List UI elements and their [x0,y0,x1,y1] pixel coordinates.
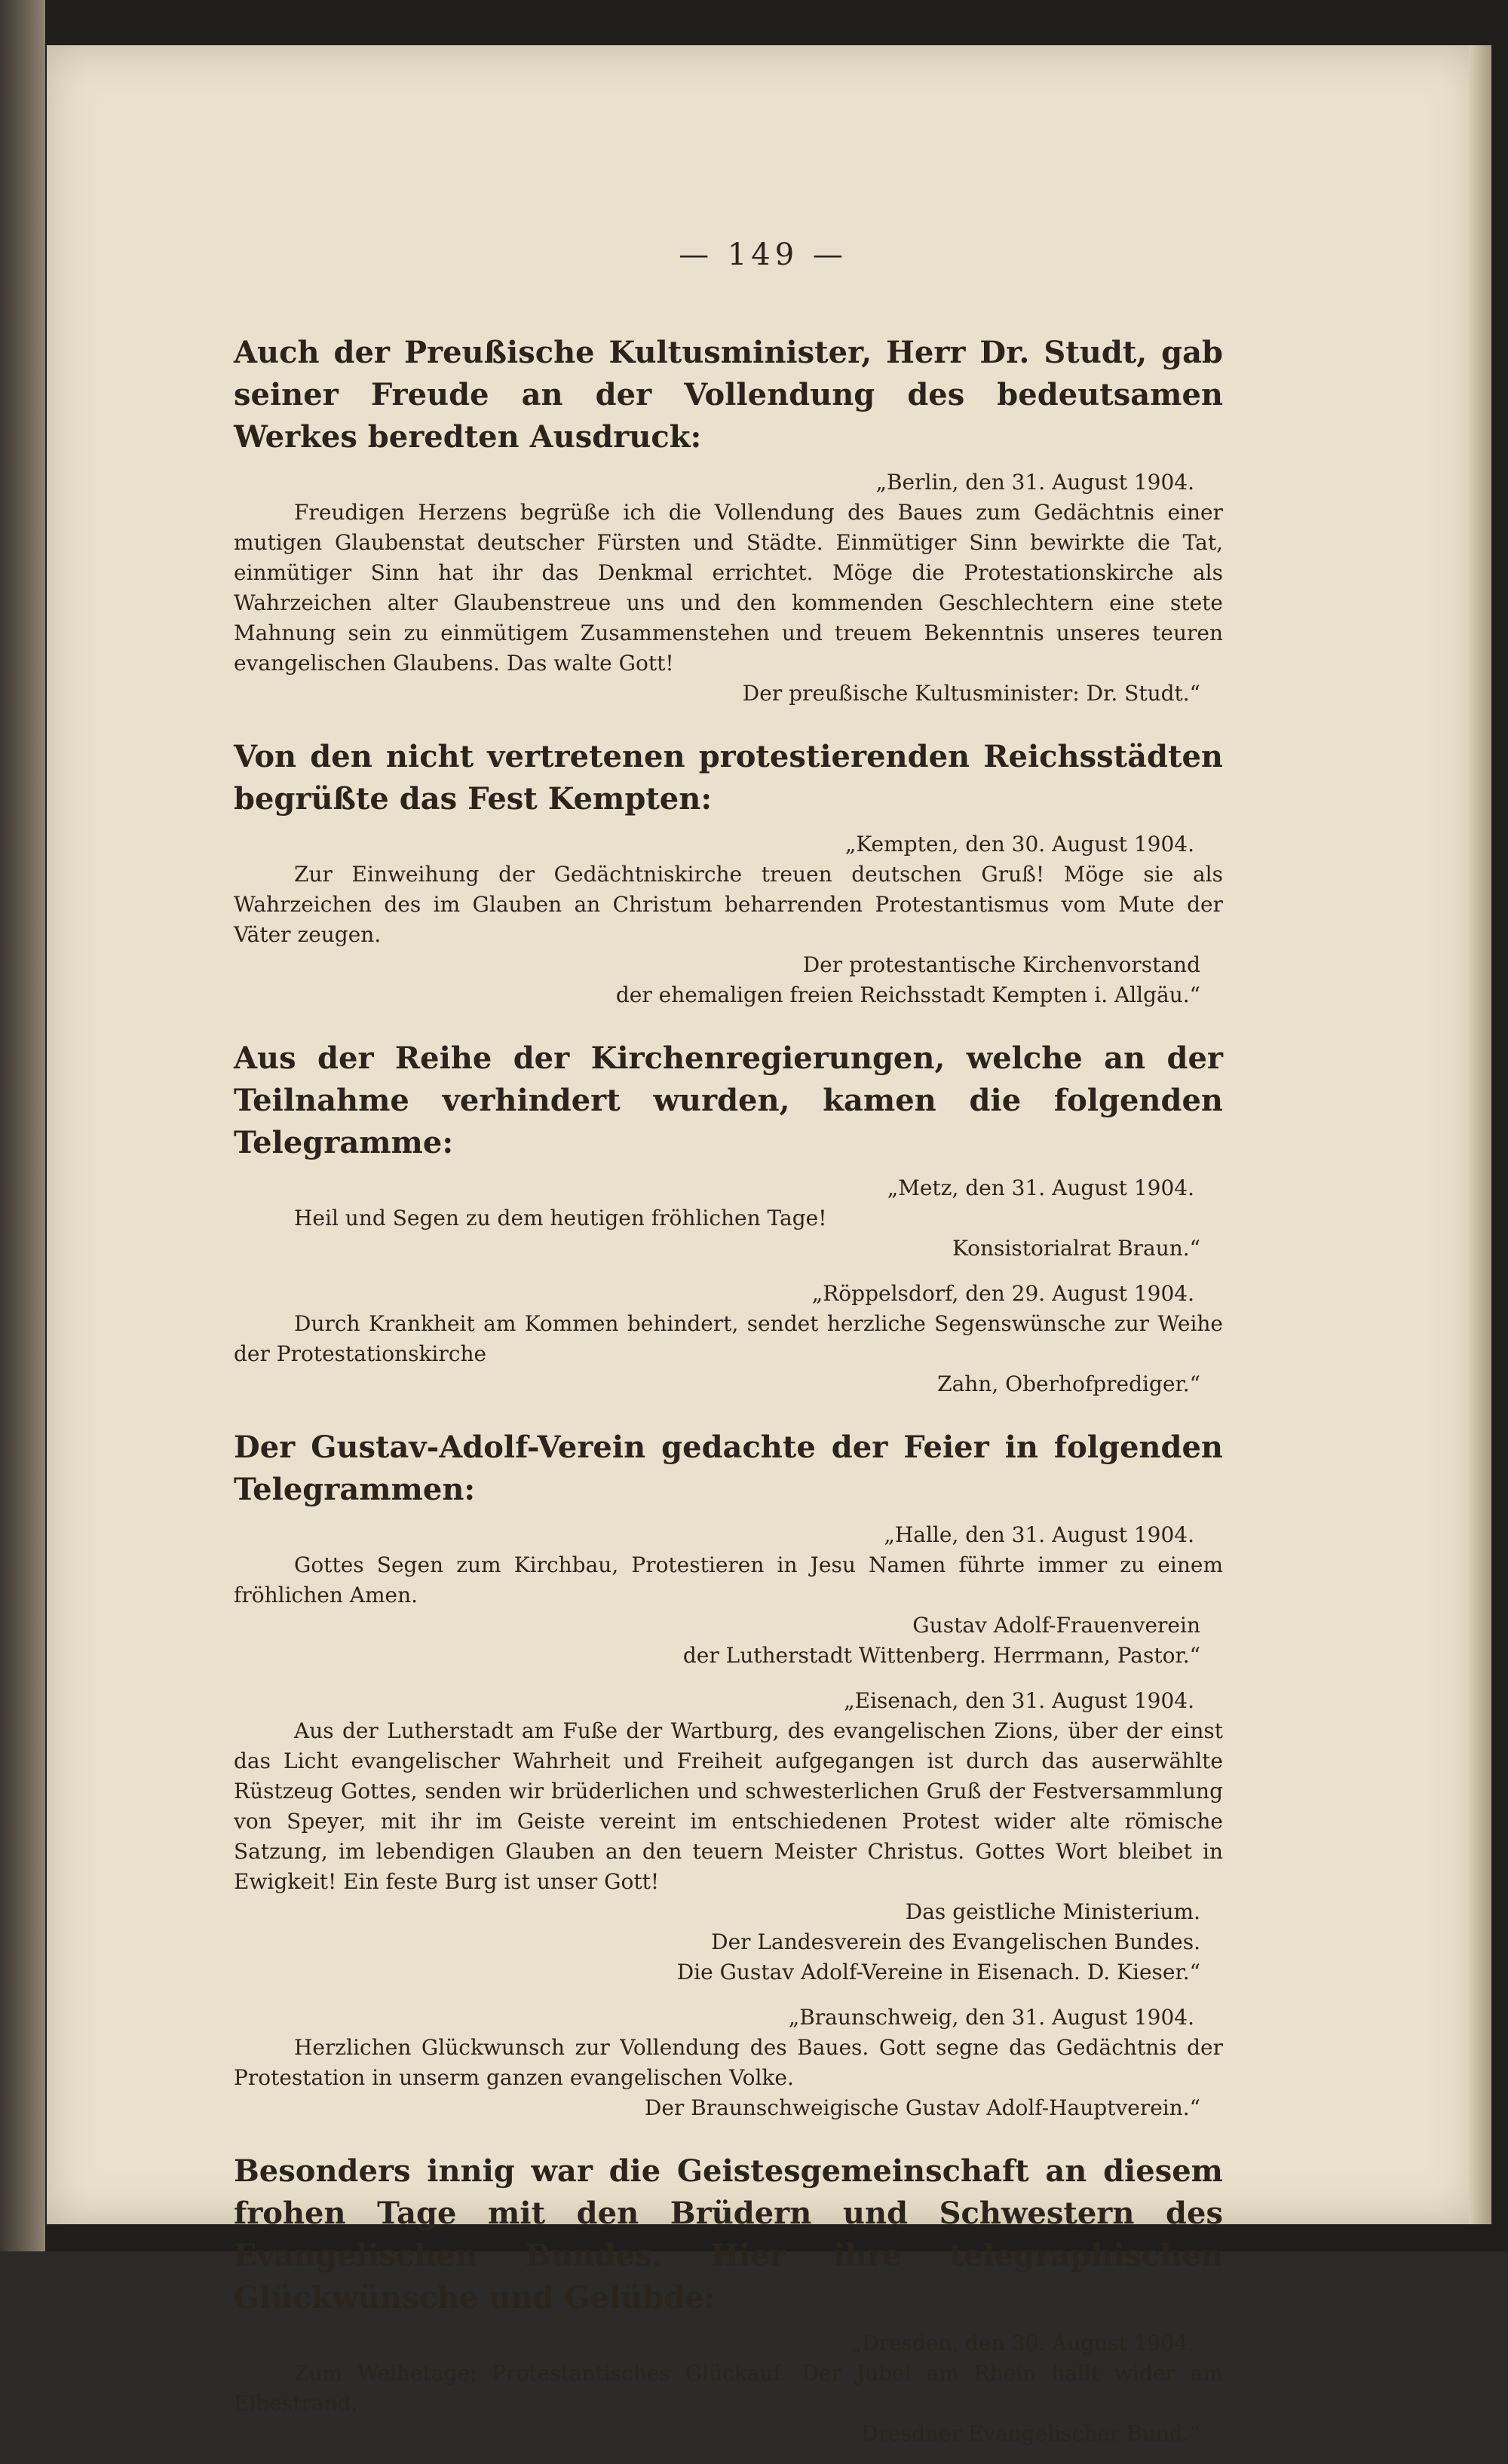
facing-page-edge [0,0,45,2251]
signature: Die Gustav Adolf-Vereine in Eisenach. D. Kieser.“ [676,1960,1200,1984]
signature: Dresdner Evangelischer Bund.“ [861,2421,1200,2446]
section-heading: Besonders innig war die Geistesgemeinschaft an diesem frohen Tage mit den Brüdern und Schwestern des Evangelischen Bundes. Hier ihre telegraphischen Glückwünsche und Gelübde: [234,2153,1223,2315]
section-heading: Der Gustav-Adolf-Verein gedachte der Feier in folgenden Telegrammen: [234,1430,1223,1507]
telegram [234,829,1223,1010]
telegram-body: Aus der Lutherstadt am Fuße der Wartburg, des evangelischen Zions, über der einst das Licht evangelischer Wahrheit und Freiheit aufgegangen ist durch das auserwählte Rüstzeug Gottes, senden wir brüderlichen und schwesterlichen Gruß der Festversammlung von Speyer, mit ihr im Geiste vereint im entschiedenen Protest wider alte römische Satzung, im lebendigen Glauben an den teuern Meister Christus. Gottes Wort bleibet in Ewigkeit! Ein feste Burg ist unser Gott! [234,1718,1223,1894]
signature: der Lutherstadt Wittenberg. Herrmann, Pastor.“ [682,1643,1200,1668]
dateline: „Halle, den 31. August 1904. [884,1522,1194,1547]
signature: Der Landesverein des Evangelischen Bundes. [711,1929,1200,1954]
section-heading: Auch der Preußische Kultusminister, Herr Dr. Studt, gab seiner Freude an der Vollendung des bedeutsamen Werkes beredten Ausdruck: [234,335,1223,455]
telegram-body: Zum Weihetage: Protestantisches Glückauf. Der Jubel am Rhein hallt wider am Elbestrand. [234,2361,1223,2416]
book-page [47,45,1479,2446]
telegram [234,1686,1223,1987]
dateline: „Metz, den 31. August 1904. [887,1175,1194,1200]
telegram-body: Herzlichen Glückwunsch zur Vollendung des Baues. Gott segne das Gedächtnis der Protestation in unserm ganzen evangelischen Volke. [234,2035,1223,2090]
telegram [234,2328,1223,2449]
signature: Der protestantische Kirchenvorstand [802,952,1200,977]
signature: Zahn, Oberhofprediger.“ [937,1371,1200,1396]
signature: Das geistliche Ministerium. [905,1899,1200,1924]
signature: Gustav Adolf-Frauenverein [912,1613,1200,1638]
telegram [234,467,1223,709]
telegram-body: Zur Einweihung der Gedächtniskirche treuen deutschen Gruß! Möge sie als Wahrzeichen des im Glauben an Christum beharrenden Protestantismus vom Mute der Väter zeugen. [234,862,1223,947]
page-content [234,332,1223,2464]
telegram [234,2003,1223,2123]
dateline: „Braunschweig, den 31. August 1904. [788,2005,1194,2030]
telegram [234,1520,1223,1671]
dateline: „Röppelsdorf, den 29. August 1904. [811,1281,1194,1306]
telegram [234,1173,1223,1264]
dateline: „Kempten, den 30. August 1904. [844,832,1194,857]
signature: Der Braunschweigische Gustav Adolf-Hauptverein.“ [644,2095,1200,2120]
signature: der ehemaligen freien Reichsstadt Kempten i. Allgäu.“ [615,982,1200,1007]
signature: Konsistorialrat Braun.“ [952,1236,1200,1261]
telegram [234,1279,1223,1399]
telegram-body: Gottes Segen zum Kirchbau, Protestieren in Jesu Namen führte immer zu einem fröhlichen Amen. [234,1552,1223,1607]
dateline: „Berlin, den 31. August 1904. [875,470,1194,495]
page-number: — 149 — [679,238,847,272]
dateline: „Eisenach, den 31. August 1904. [844,1688,1194,1713]
telegram-body: Freudigen Herzens begrüße ich die Vollendung des Baues zum Gedächtnis einer mutigen Glaubenstat deutscher Fürsten und Städte. Einmütiger Sinn bewirkte die Tat, einmütiger Sinn hat ihr das Denkmal errichtet. Möge die Protestationskirche als Wahrzeichen alter Glaubenstreue uns und den kommenden Geschlechtern eine stete Mahnung sein zu einmütigem Zusammenstehen und treuem Bekenntnis unseres teuren evangelischen Glaubens. Das walte Gott! [234,500,1223,676]
telegram-body: Heil und Segen zu dem heutigen fröhlichen Tage! [294,1206,827,1230]
section-heading: Von den nicht vertretenen protestierenden Reichsstädten begrüßte das Fest Kempten: [234,739,1223,817]
dateline: „Dresden, den 30. August 1904. [851,2331,1194,2355]
telegram-body: Durch Krankheit am Kommen behindert, sendet herzliche Segenswünsche zur Weihe der Protestationskirche [234,1311,1223,1366]
signature: Der preußische Kultusminister: Dr. Studt.“ [742,681,1200,706]
section-heading: Aus der Reihe der Kirchenregierungen, welche an der Teilnahme verhindert wurden, kamen die folgenden Telegramme: [234,1040,1223,1160]
page-edge [1469,45,1491,2224]
